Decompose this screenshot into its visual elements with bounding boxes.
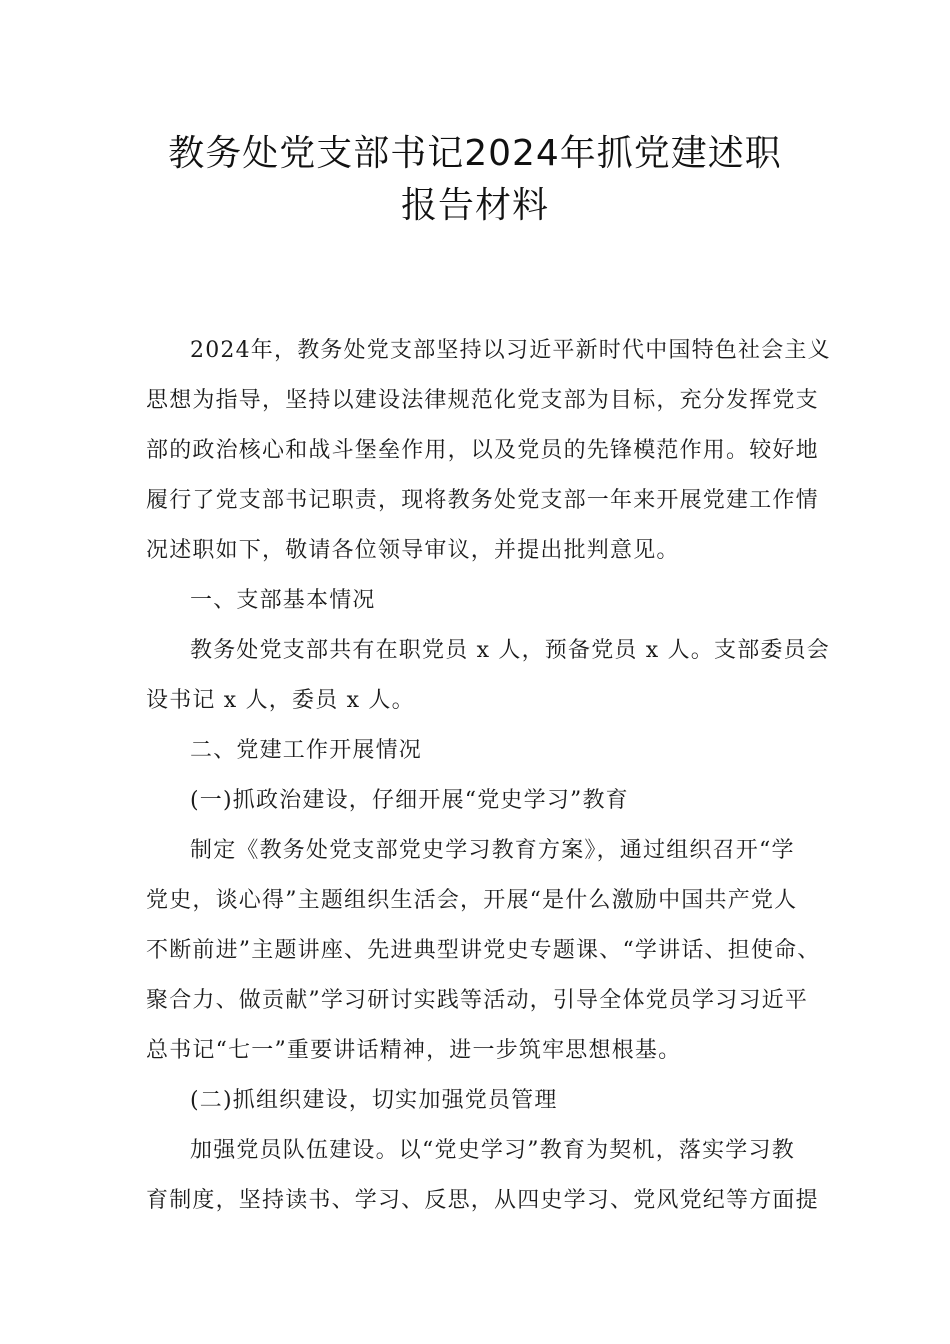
body-line: 2024年，教务处党支部坚持以习近平新时代中国特色社会主义 <box>190 338 831 363</box>
body-line: 育制度，坚持读书、学习、反思，从四史学习、党风党纪等方面提 <box>146 1188 819 1213</box>
body-line: 聚合力、做贡献”学习研讨实践等活动，引导全体党员学习习近平 <box>146 988 809 1013</box>
body-line: 况述职如下，敬请各位领导审议，并提出批判意见。 <box>146 538 680 563</box>
body-line: 履行了党支部书记职责，现将教务处党支部一年来开展党建工作情 <box>146 488 819 513</box>
title-line-2: 报告材料 <box>400 185 549 226</box>
section-heading: 一、支部基本情况 <box>190 588 376 613</box>
body-line: 部的政治核心和战斗堡垒作用，以及党员的先锋模范作用。较好地 <box>146 438 819 463</box>
subsection-heading: (一)抓政治建设，仔细开展“党史学习”教育 <box>190 788 629 813</box>
body-line: 加强党员队伍建设。以“党史学习”教育为契机，落实学习教 <box>190 1138 795 1163</box>
body-line: 总书记“七一”重要讲话精神，进一步筑牢思想根基。 <box>146 1038 682 1063</box>
title-line-1: 教务处党支部书记2024年抓党建述职 <box>168 133 782 174</box>
body-line: 制定《教务处党支部党史学习教育方案》，通过组织召开“学 <box>190 838 795 863</box>
body-line: 教务处党支部共有在职党员 x 人，预备党员 x 人。支部委员会 <box>190 638 830 663</box>
body-line: 不断前进”主题讲座、先进典型讲党史专题课、“学讲话、担使命、 <box>146 938 821 963</box>
section-heading: 二、党建工作开展情况 <box>190 738 423 763</box>
body-line: 党史，谈心得”主题组织生活会，开展“是什么激励中国共产党人 <box>146 888 798 913</box>
subsection-heading: (二)抓组织建设，切实加强党员管理 <box>190 1088 558 1113</box>
body-line: 思想为指导，坚持以建设法律规范化党支部为目标，充分发挥党支 <box>146 388 819 413</box>
body-line: 设书记 x 人，委员 x 人。 <box>146 688 415 713</box>
